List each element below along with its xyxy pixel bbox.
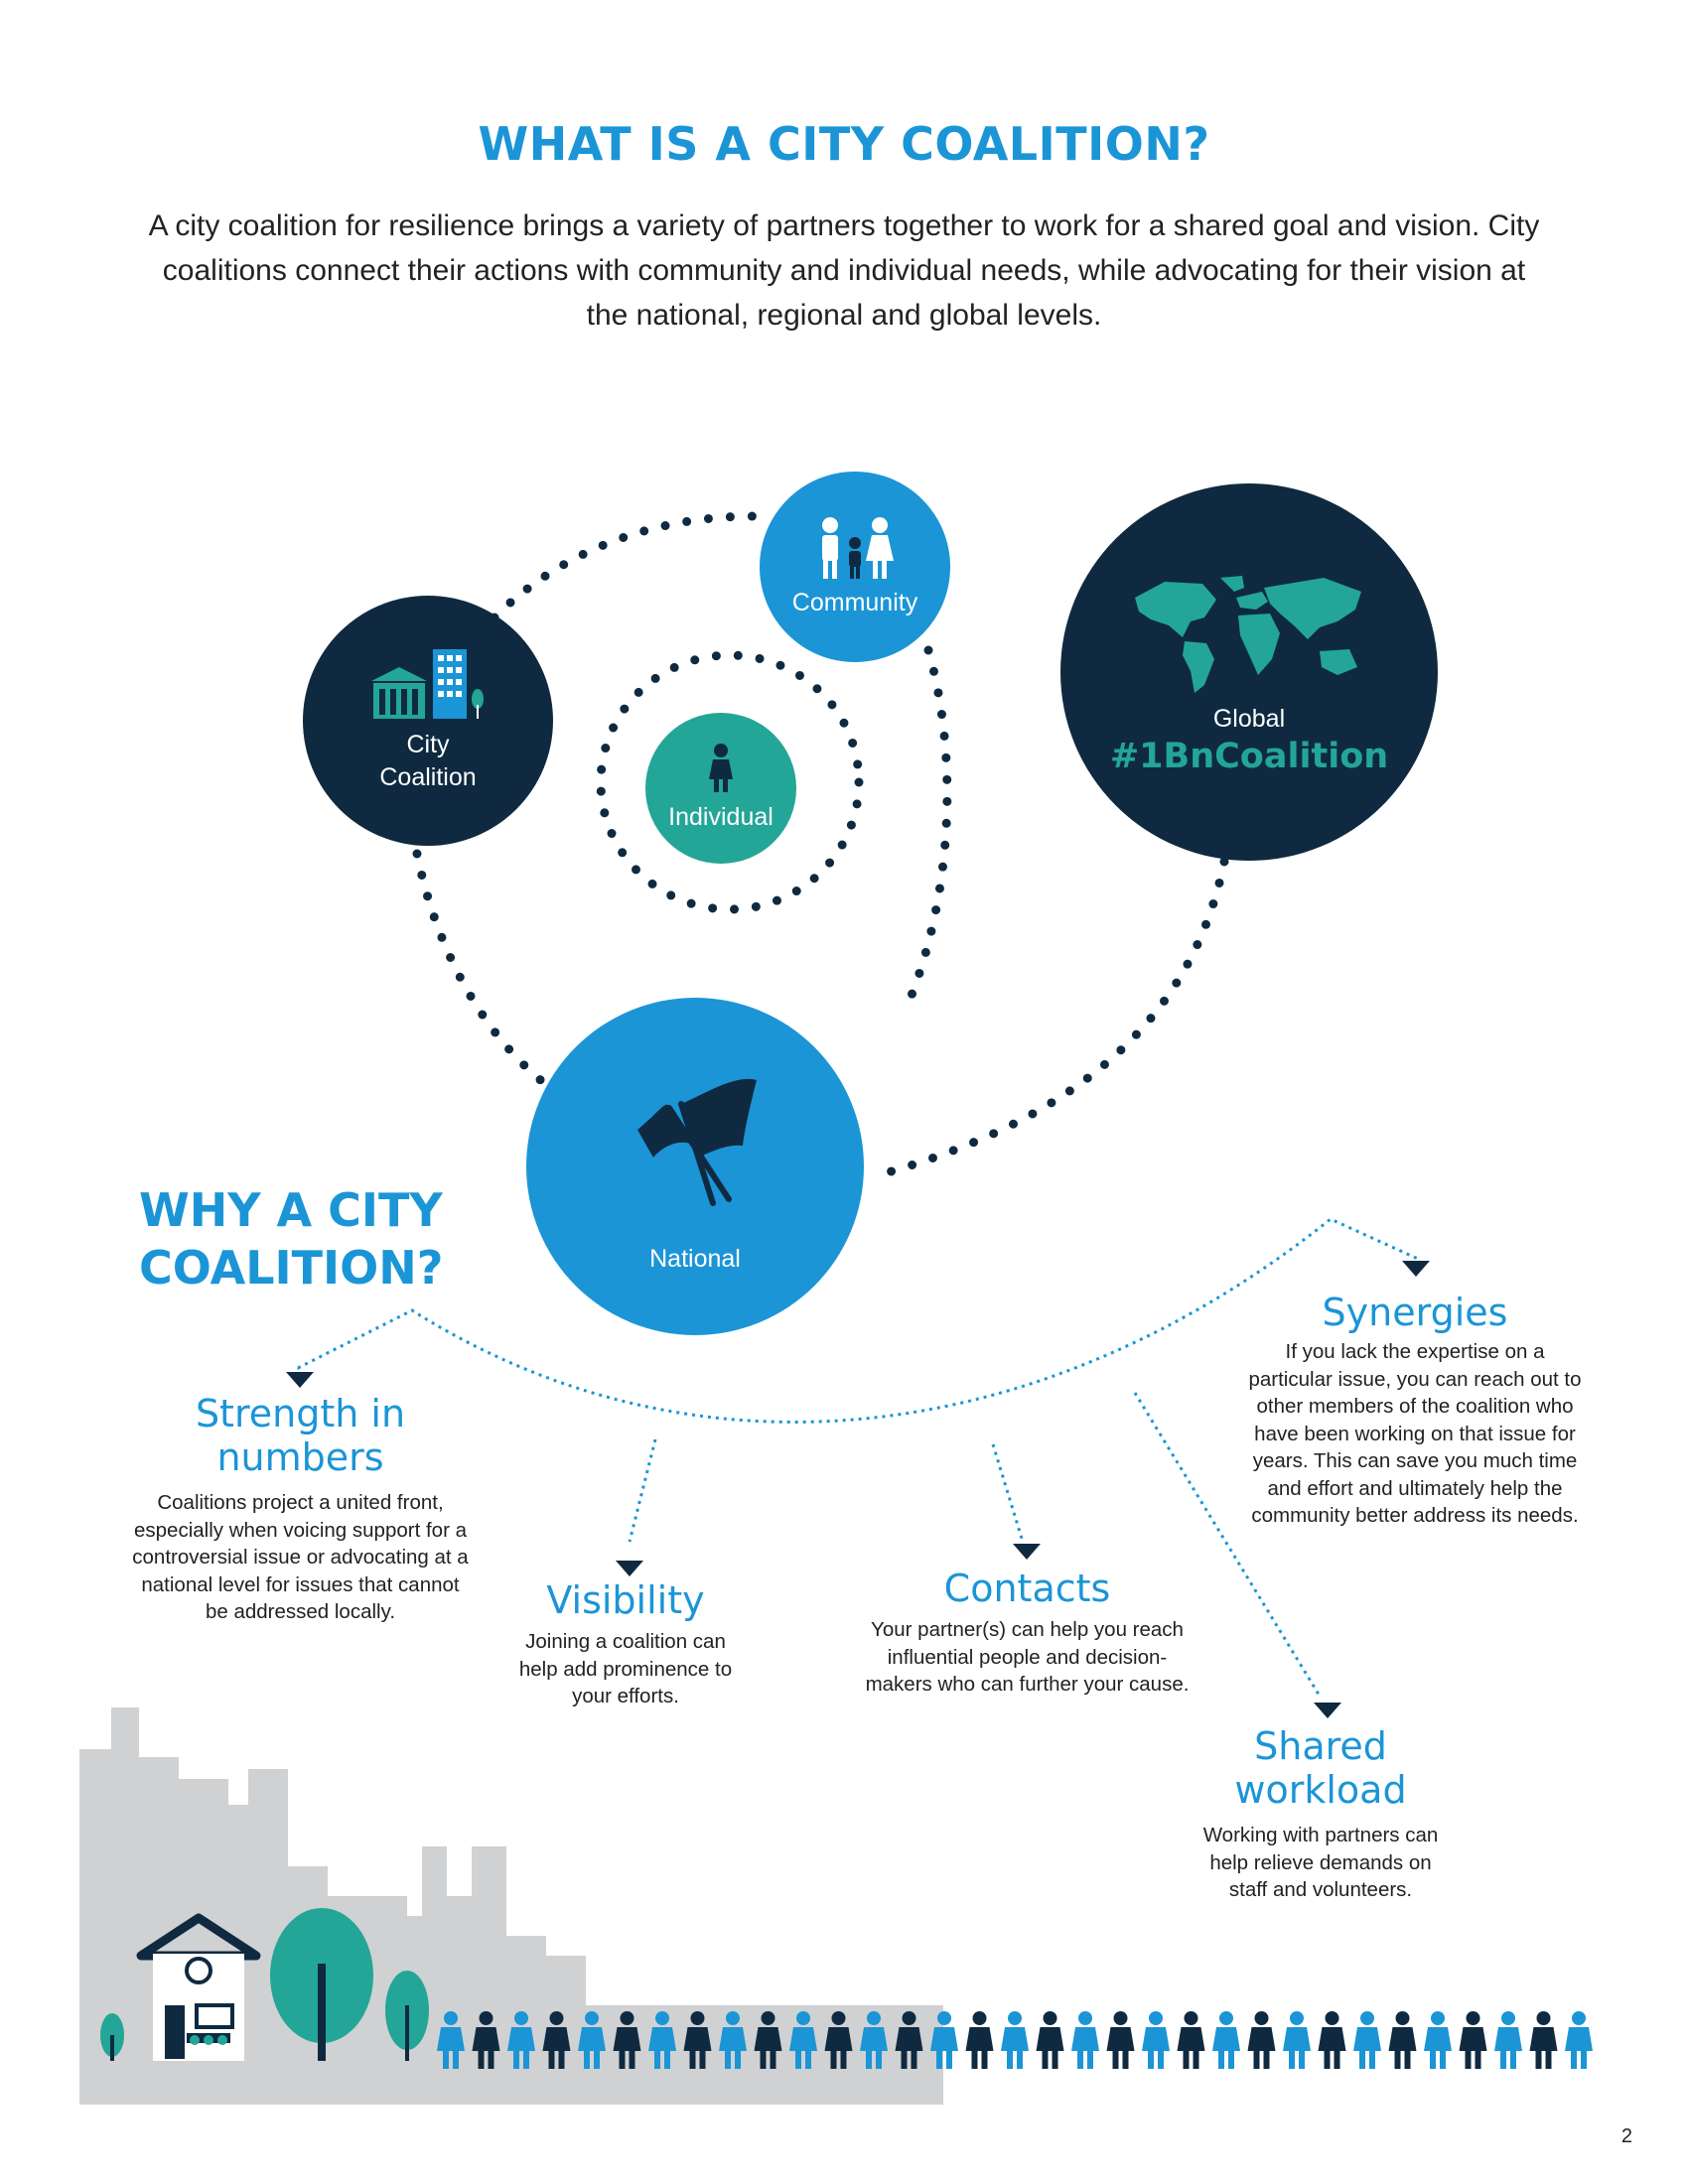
benefit-visibility bbox=[516, 1578, 735, 1710]
page-number: 2 bbox=[1620, 2125, 1632, 2147]
global-circle bbox=[1060, 483, 1438, 861]
person-figure bbox=[1353, 2011, 1381, 2069]
person-figure bbox=[825, 2011, 853, 2069]
person-figure bbox=[1212, 2011, 1240, 2069]
benefit-text: Joining a coalition can help add prominence to your efforts. bbox=[518, 1630, 733, 1707]
person-figure bbox=[473, 2011, 500, 2069]
person-figure bbox=[1248, 2011, 1276, 2069]
person-figure bbox=[543, 2011, 571, 2069]
family-icon bbox=[810, 515, 900, 581]
person-figure bbox=[966, 2011, 994, 2069]
person-figure bbox=[719, 2011, 747, 2069]
person-figure bbox=[1319, 2011, 1346, 2069]
buildings-icon bbox=[369, 647, 487, 721]
individual-circle bbox=[645, 713, 796, 864]
benefit-text: Your partner(s) can help you reach influential people and decision-makers who can further your cause. bbox=[865, 1618, 1190, 1696]
page-title: WHAT IS A CITY COALITION? bbox=[478, 117, 1210, 171]
person-figure bbox=[860, 2011, 888, 2069]
person-figure bbox=[789, 2011, 817, 2069]
benefit-text: Working with partners can help relieve demands on staff and volunteers. bbox=[1202, 1824, 1439, 1901]
benefit-heading: Strength in numbers bbox=[195, 1392, 406, 1479]
people-row-illustration bbox=[437, 2007, 1618, 2077]
person-figure bbox=[1424, 2011, 1452, 2069]
community-label: Community bbox=[791, 588, 918, 616]
coalition-hashtag: #1BnCoalition bbox=[1109, 736, 1389, 776]
person-figure bbox=[1530, 2011, 1558, 2069]
city-coalition-circle bbox=[303, 596, 553, 846]
person-figure bbox=[1460, 2011, 1487, 2069]
person-figure bbox=[1494, 2011, 1522, 2069]
benefit-strength bbox=[129, 1392, 472, 1626]
person-figure bbox=[755, 2011, 782, 2069]
person-figure bbox=[437, 2011, 465, 2069]
intro-paragraph: A city coalition for resilience brings a variety of partners together to work for a shared goal and vision. City coalitions connect their actions with community and individual needs, while advocating for their vision at the national, regional and global levels. bbox=[148, 209, 1540, 332]
world-map-icon bbox=[1125, 568, 1373, 697]
benefit-heading: Shared workload bbox=[1234, 1724, 1407, 1812]
flags-icon bbox=[626, 1068, 765, 1207]
benefit-heading: Contacts bbox=[943, 1567, 1111, 1610]
individual-label: Individual bbox=[668, 802, 774, 831]
benefit-text: Coalitions project a united front, especially when voicing support for a controversial issue or advocating at a national level for issues that cannot be addressed locally. bbox=[132, 1491, 469, 1623]
person-figure bbox=[507, 2011, 535, 2069]
person-figure bbox=[578, 2011, 606, 2069]
person-figure bbox=[1107, 2011, 1135, 2069]
person-figure bbox=[930, 2011, 958, 2069]
person-figure bbox=[1037, 2011, 1064, 2069]
person-figure bbox=[1071, 2011, 1099, 2069]
benefit-text: If you lack the expertise on a particular issue, you can reach out to other members of the coalition who have been working on that issue for years. This can save you much time and effort and ultimately help the community better address its needs. bbox=[1248, 1340, 1582, 1527]
person-figure bbox=[896, 2011, 923, 2069]
person-figure bbox=[648, 2011, 676, 2069]
city-coalition-label: City Coalition bbox=[379, 731, 477, 791]
community-circle bbox=[760, 472, 950, 662]
person-figure bbox=[614, 2011, 641, 2069]
global-label: Global bbox=[1212, 704, 1286, 733]
person-figure bbox=[1178, 2011, 1205, 2069]
person-figure bbox=[1565, 2011, 1593, 2069]
person-figure bbox=[1389, 2011, 1417, 2069]
person-figure bbox=[1001, 2011, 1029, 2069]
person-figure bbox=[1283, 2011, 1311, 2069]
benefit-heading: Synergies bbox=[1322, 1291, 1508, 1334]
person-figure bbox=[684, 2011, 712, 2069]
benefit-shared-workload bbox=[1196, 1724, 1445, 1904]
benefit-contacts bbox=[856, 1567, 1198, 1699]
benefit-synergies bbox=[1246, 1291, 1584, 1530]
person-icon bbox=[708, 744, 734, 793]
person-figure bbox=[1142, 2011, 1170, 2069]
national-label: National bbox=[649, 1244, 741, 1273]
why-heading: WHY A CITY COALITION? bbox=[139, 1183, 444, 1295]
benefit-heading: Visibility bbox=[546, 1578, 705, 1622]
national-circle bbox=[526, 998, 864, 1335]
